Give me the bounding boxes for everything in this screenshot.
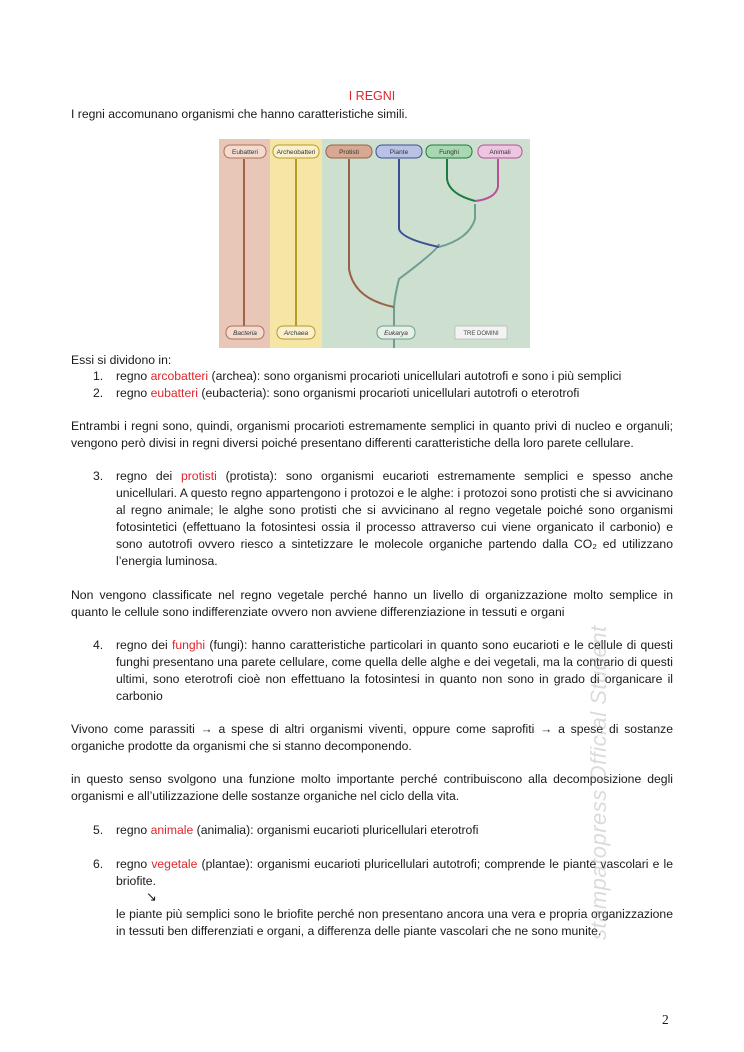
arrow-down-right-icon: ↘ (146, 889, 157, 904)
kingdoms-tree-figure (219, 139, 530, 348)
list-item: 5. regno animale (animalia): organismi eucarioti pluricellulari eterotrofi (93, 823, 479, 837)
label-piante: Piante (389, 149, 409, 156)
label-animali: Animali (489, 149, 511, 156)
label-archaea: Archaea (283, 330, 309, 337)
keyword-protisti: protisti (180, 469, 217, 483)
label-eukarya: Eukarya (384, 330, 408, 337)
paragraph-not-classified: Non vengono classificate nel regno vegetale perché hanno un livello di organizzazione molto semplice in quanto le cellule sono indifferenziate ovvero non avviene differenziazione in tessuti e organi (71, 588, 673, 619)
list-number: 1. (93, 369, 104, 383)
intro-paragraph: I regni accomunano organismi che hanno caratteristiche simili. (71, 107, 408, 121)
paragraph-briofite: le piante più semplici sono le briofite perché non presentano ancora una vera e propria organizzazione in tessuti ben differenziati e organi, a differenza delle piante vascolari che ne sono munite. (116, 907, 673, 938)
divide-intro: Essi si dividono in: (71, 353, 172, 367)
list-item: 1. regno arcobatteri (archea): sono organismi procarioti unicellulari autotrofi e sono i più semplici (93, 369, 622, 383)
keyword-arcobatteri: arcobatteri (150, 369, 209, 383)
label-funghi: Funghi (439, 149, 459, 156)
label-tre-domini: TRE DOMINI (463, 331, 499, 337)
page-number: 2 (662, 1012, 669, 1027)
list-number: 3. (93, 469, 104, 483)
list-number: 4. (93, 638, 104, 652)
list-item: 6. regno vegetale (plantae): organismi eucarioti pluricellulari autotrofi; comprende le piante vascolari e le briofite. (93, 857, 674, 888)
watermark: stampatopress Official Student (586, 625, 611, 940)
list-item: 4. regno dei funghi (fungi): hanno caratteristiche particolari in quanto sono eucarioti e le cellule di questi funghi presentano una parete cellulare, come quella delle alghe e dei vegetali, ma la contrario di questi ultimi, sono eterotrofi cioè non effettuano la fotosintesi in quanto non sono in grado di organicare il carbonio (93, 638, 673, 703)
list-number: 2. (93, 386, 104, 400)
list-item: 2. regno eubatteri (eubacteria): sono organismi procarioti unicellulari autotrofi o eterotrofi (93, 386, 580, 400)
paragraph-role: in questo senso svolgono una funzione molto importante perché contribuiscono alla decomposizione degli organismi e all’utilizzazione delle sostanze organiche nel ciclo della vita. (71, 772, 673, 803)
kingdoms-tree-svg (219, 139, 530, 348)
keyword-vegetale: vegetale (151, 857, 198, 871)
list-item: 3. regno dei protisti (protista): sono organismi eucarioti estremamente semplici e spesso anche unicellulari. A questo regno appartengono i protozoi e le alghe: i protozoi sono protisti che si avvicinano al regno animale; le alghe sono protisti che si avvicinano al regno vegetale poiché sono organismi fotosintetici (effettuano la fotosintesi ossia il processo attraverso cui viene organicato il carbonio) e sono autotrofi ovvero riesco a sintetizzare le molecole organiche partendo dalla CO₂ ed utilizzano l’energia luminosa. (93, 469, 673, 568)
keyword-eubatteri: eubatteri (150, 386, 198, 400)
list-number: 5. (93, 823, 104, 837)
keyword-animale: animale (150, 823, 194, 837)
paragraph-parasites: Vivono come parassiti → a spese di altri organismi viventi, oppure come saprofiti → a spese di sostanze organiche prodotte da organismi che si stanno decomponendo. (71, 722, 673, 753)
label-bacteria: Bacteria (233, 330, 257, 337)
paragraph-both-kingdoms: Entrambi i regni sono, quindi, organismi procarioti estremamente semplici in quanto privi di nucleo e organuli; vengono però divisi in regni diversi poiché presentano differenti caratteristiche della loro parete cellulare. (71, 419, 673, 450)
keyword-funghi: funghi (171, 638, 206, 652)
list-number: 6. (93, 857, 104, 871)
label-archeobatteri: Archeobatteri (276, 149, 316, 156)
label-eubatteri: Eubatteri (231, 149, 259, 156)
label-protisti: Protisti (339, 149, 359, 156)
page-title: I REGNI (348, 89, 396, 103)
